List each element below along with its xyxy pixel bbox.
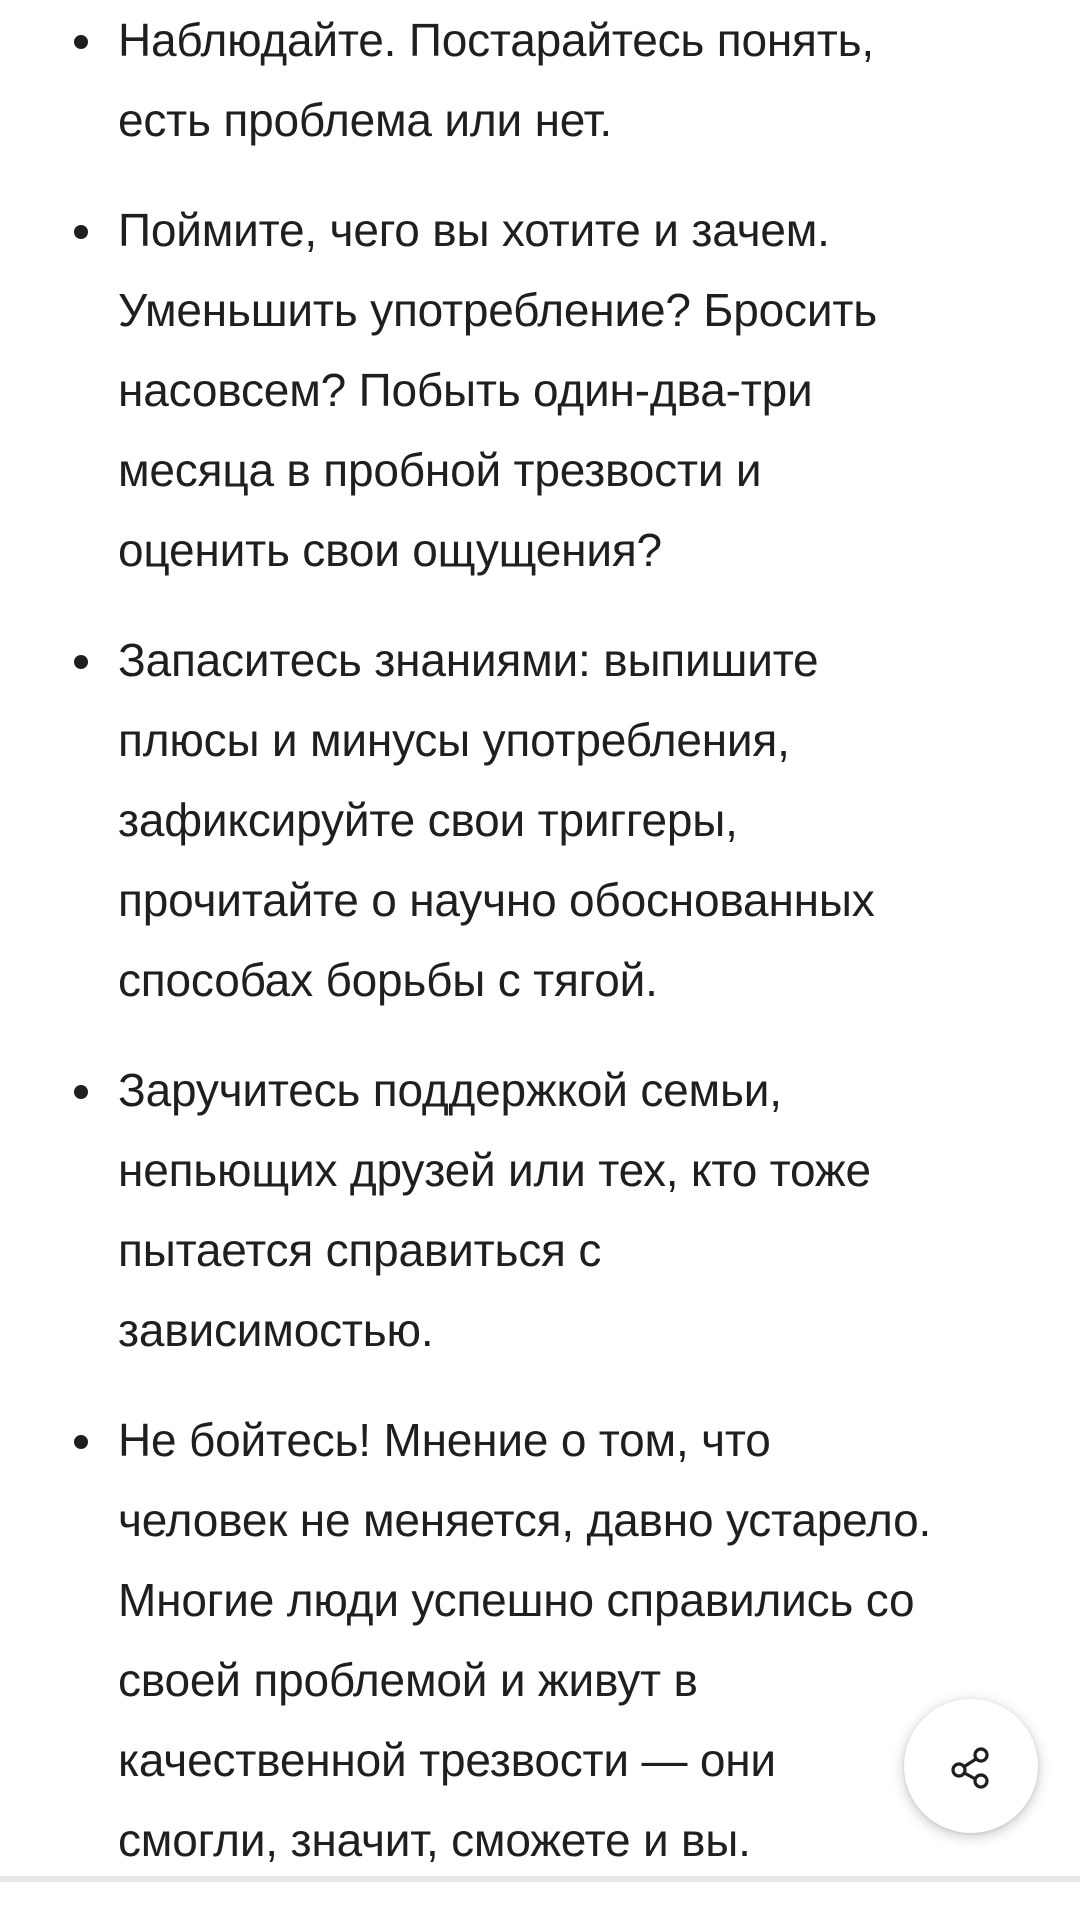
text-line: пытается справиться с <box>118 1224 602 1276</box>
text-line: зафиксируйте свои триггеры, <box>118 794 738 846</box>
list-item <box>0 1050 1080 1370</box>
list-item <box>0 190 1080 590</box>
bullet-dot <box>74 655 88 669</box>
text-line: Не бойтесь! Мнение о том, что <box>118 1414 771 1466</box>
text-line: Заручитесь поддержкой семьи, <box>118 1064 782 1116</box>
bullet-dot <box>74 1085 88 1099</box>
bullet-dot <box>74 225 88 239</box>
text-line: смогли, значит, сможете и вы. <box>118 1814 751 1866</box>
text-line: оценить свои ощущения? <box>118 524 662 576</box>
text-line: Запаситесь знаниями: выпишите <box>118 634 819 686</box>
list-item <box>0 0 1080 160</box>
text-line: есть проблема или нет. <box>118 94 612 146</box>
text-line: насовсем? Побыть один-два-три <box>118 364 813 416</box>
text-line: месяца в пробной трезвости и <box>118 444 762 496</box>
text-line: способах борьбы с тягой. <box>118 954 658 1006</box>
bullet-dot <box>74 35 88 49</box>
list-item <box>0 620 1080 1020</box>
text-line: Уменьшить употребление? Бросить <box>118 284 877 336</box>
text-line: зависимостью. <box>118 1304 434 1356</box>
text-line: человек не меняется, давно устарело. <box>118 1494 932 1546</box>
share-button[interactable] <box>904 1699 1038 1833</box>
bullet-dot <box>74 1435 88 1449</box>
share-icon <box>945 1740 997 1792</box>
text-line: прочитайте о научно обоснованных <box>118 874 875 926</box>
text-line: своей проблемой и живут в <box>118 1654 698 1706</box>
text-line: непьющих друзей или тех, кто тоже <box>118 1144 871 1196</box>
text-line: Многие люди успешно справились со <box>118 1574 915 1626</box>
text-line: качественной трезвости — они <box>118 1734 776 1786</box>
text-line: плюсы и минусы употребления, <box>118 714 790 766</box>
text-line: Поймите, чего вы хотите и зачем. <box>118 204 830 256</box>
bottom-divider <box>0 1876 1080 1882</box>
text-line: Наблюдайте. Постарайтесь понять, <box>118 14 874 66</box>
